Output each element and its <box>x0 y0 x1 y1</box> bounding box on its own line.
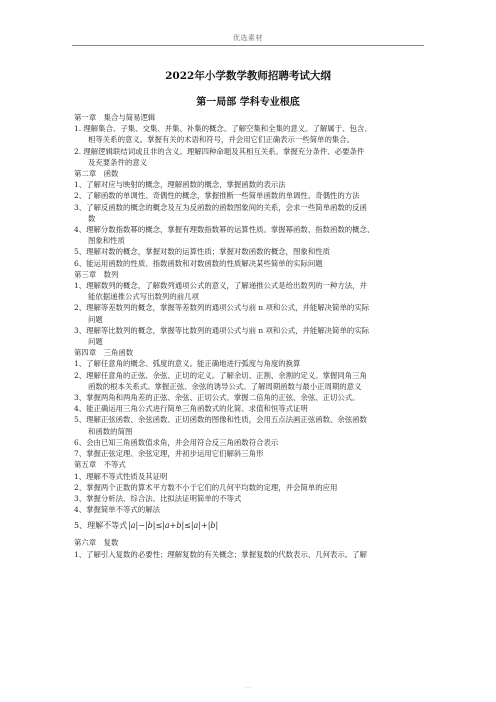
list-item: 3、了解反函数的概念的概念及互为反函数的函数图象间的关系，会求一些简单函数的反函 <box>74 202 367 212</box>
list-item: 1、了解引入复数的必要性；理解复数的有关概念；掌握复数的代数表示、几何表示。了解 <box>74 549 367 559</box>
chapter-heading: 第五章 不等式 <box>74 460 126 470</box>
list-item-text: 5、理解不等式 <box>74 521 128 531</box>
list-item-continuation: 问题 <box>88 314 103 324</box>
list-item-continuation: 数 <box>88 213 96 223</box>
header-rule <box>72 45 424 46</box>
list-item: 1、了解对应与映射的概念，理解函数的概念，掌握函数的表示法 <box>74 180 286 190</box>
inequality-formula: |a|−|b|≤|a+b|≤|a|+|b| <box>128 521 219 531</box>
list-item: 3、掌握两角和两角差的正弦、余弦、正切公式。掌握二倍角的正弦、余弦、正切公式。 <box>74 393 360 403</box>
list-item-formula <box>74 515 430 537</box>
chapter-heading: 第一章 集合与简易逻辑 <box>74 113 156 122</box>
chapter-heading: 第三章 数列 <box>74 269 119 279</box>
list-item-continuation: 问题 <box>88 337 103 347</box>
list-item-continuation: 和函数的简图 <box>88 426 133 436</box>
list-item: 1、了解任意角的概念、弧度的意义。能正确地进行弧度与角度的换算 <box>74 359 301 369</box>
list-item: 2、掌握两个正数的算术平方数不小于它们的几何平均数的定理，并会简单的应用 <box>74 482 338 492</box>
list-item: 2、理解等差数列的概念，掌握等差数列的通项公式与前 n 项和公式，并能解决简单的实际 <box>74 303 370 313</box>
document-body <box>74 112 430 560</box>
list-item: 3、掌握分析法、综合法、比拟法证明简单的不等式 <box>74 493 242 503</box>
list-item-continuation: 相等关系的意义。掌握有关的术语和符号，并会用它们正确表示一些简单的集合。 <box>88 135 355 145</box>
list-item: 1、理解数列的概念，了解数列通项公式的意义，了解递推公式是给出数列的一种方法，并 <box>74 281 367 291</box>
chapter-heading: 第四章 三角函数 <box>74 348 134 358</box>
list-item: 5、理解正弦函数、余弦函数、正切函数的图像和性质，会用五点法画正弦函数、余弦函数 <box>74 415 367 425</box>
list-item-continuation: 函数的根本关系式。掌握正弦、余弦的诱导公式。了解周期函数与最小正周期的意义 <box>88 381 362 391</box>
document-title: 2022年小学数学教师招聘考试大纲 <box>165 70 331 82</box>
chapter-heading: 第二章 函数 <box>74 169 119 179</box>
list-item-continuation: 能依据递推公式写出数列的前几项 <box>88 292 199 302</box>
list-item: 6、能运用函数的性质、指数函数和对数函数的性质解决某些简单的实际问题 <box>74 258 323 268</box>
footer-mark: · · <box>245 685 251 692</box>
document-subtitle: 第一局部 学科专业根底 <box>196 97 300 108</box>
list-item-continuation: 及充要条件的意义 <box>88 157 148 167</box>
list-item: 2、理解任意角的正弦、余弦、正切的定义。了解余切、正割、余割的定义。掌握同角三角 <box>74 370 367 380</box>
list-item: 3、理解等比数列的概念，掌握等比数列的通项公式与前 n 项和公式，并能解决简单的实际 <box>74 325 370 335</box>
list-item: 1. 理解集合、子集、交集、并集、补集的概念。了解空集和全集的意义。了解属于、包含、 <box>74 124 372 134</box>
list-item: 6、会由已知三角函数值求角，并会用符合反三角函数符合表示 <box>74 437 279 447</box>
list-item: 4、掌握简单不等式的解法 <box>74 505 161 515</box>
list-item: 2、了解函数的单调性、奇偶性的概念，掌握推断一些简单函数的单调性、奇偶性的方法 <box>74 191 360 201</box>
list-item: 7、掌握正弦定理、余弦定理，并初步运用它们解斜三角形 <box>74 449 264 459</box>
list-item: 2. 理解逻辑联结词或且非的含义。理解四种命题及其相互关系。掌握充分条件、必要条件 <box>74 146 365 156</box>
list-item: 4、能正确运用三角公式进行简单三角函数式的化简、求值和恒等式证明 <box>74 404 308 414</box>
header-watermark: 优选素材 <box>233 34 263 42</box>
list-item: 1、理解不等式性质及其证明 <box>74 471 168 481</box>
list-item-continuation: 图象和性质 <box>88 236 125 246</box>
list-item: 5、理解对数的概念，掌握对数的运算性质；掌握对数函数的概念，图象和性质 <box>74 247 330 257</box>
chapter-heading: 第六章 复数 <box>74 538 119 548</box>
list-item: 4、理解分数指数幂的概念，掌握有理数指数幂的运算性质。掌握幂函数、指数函数的概念、 <box>74 225 375 235</box>
